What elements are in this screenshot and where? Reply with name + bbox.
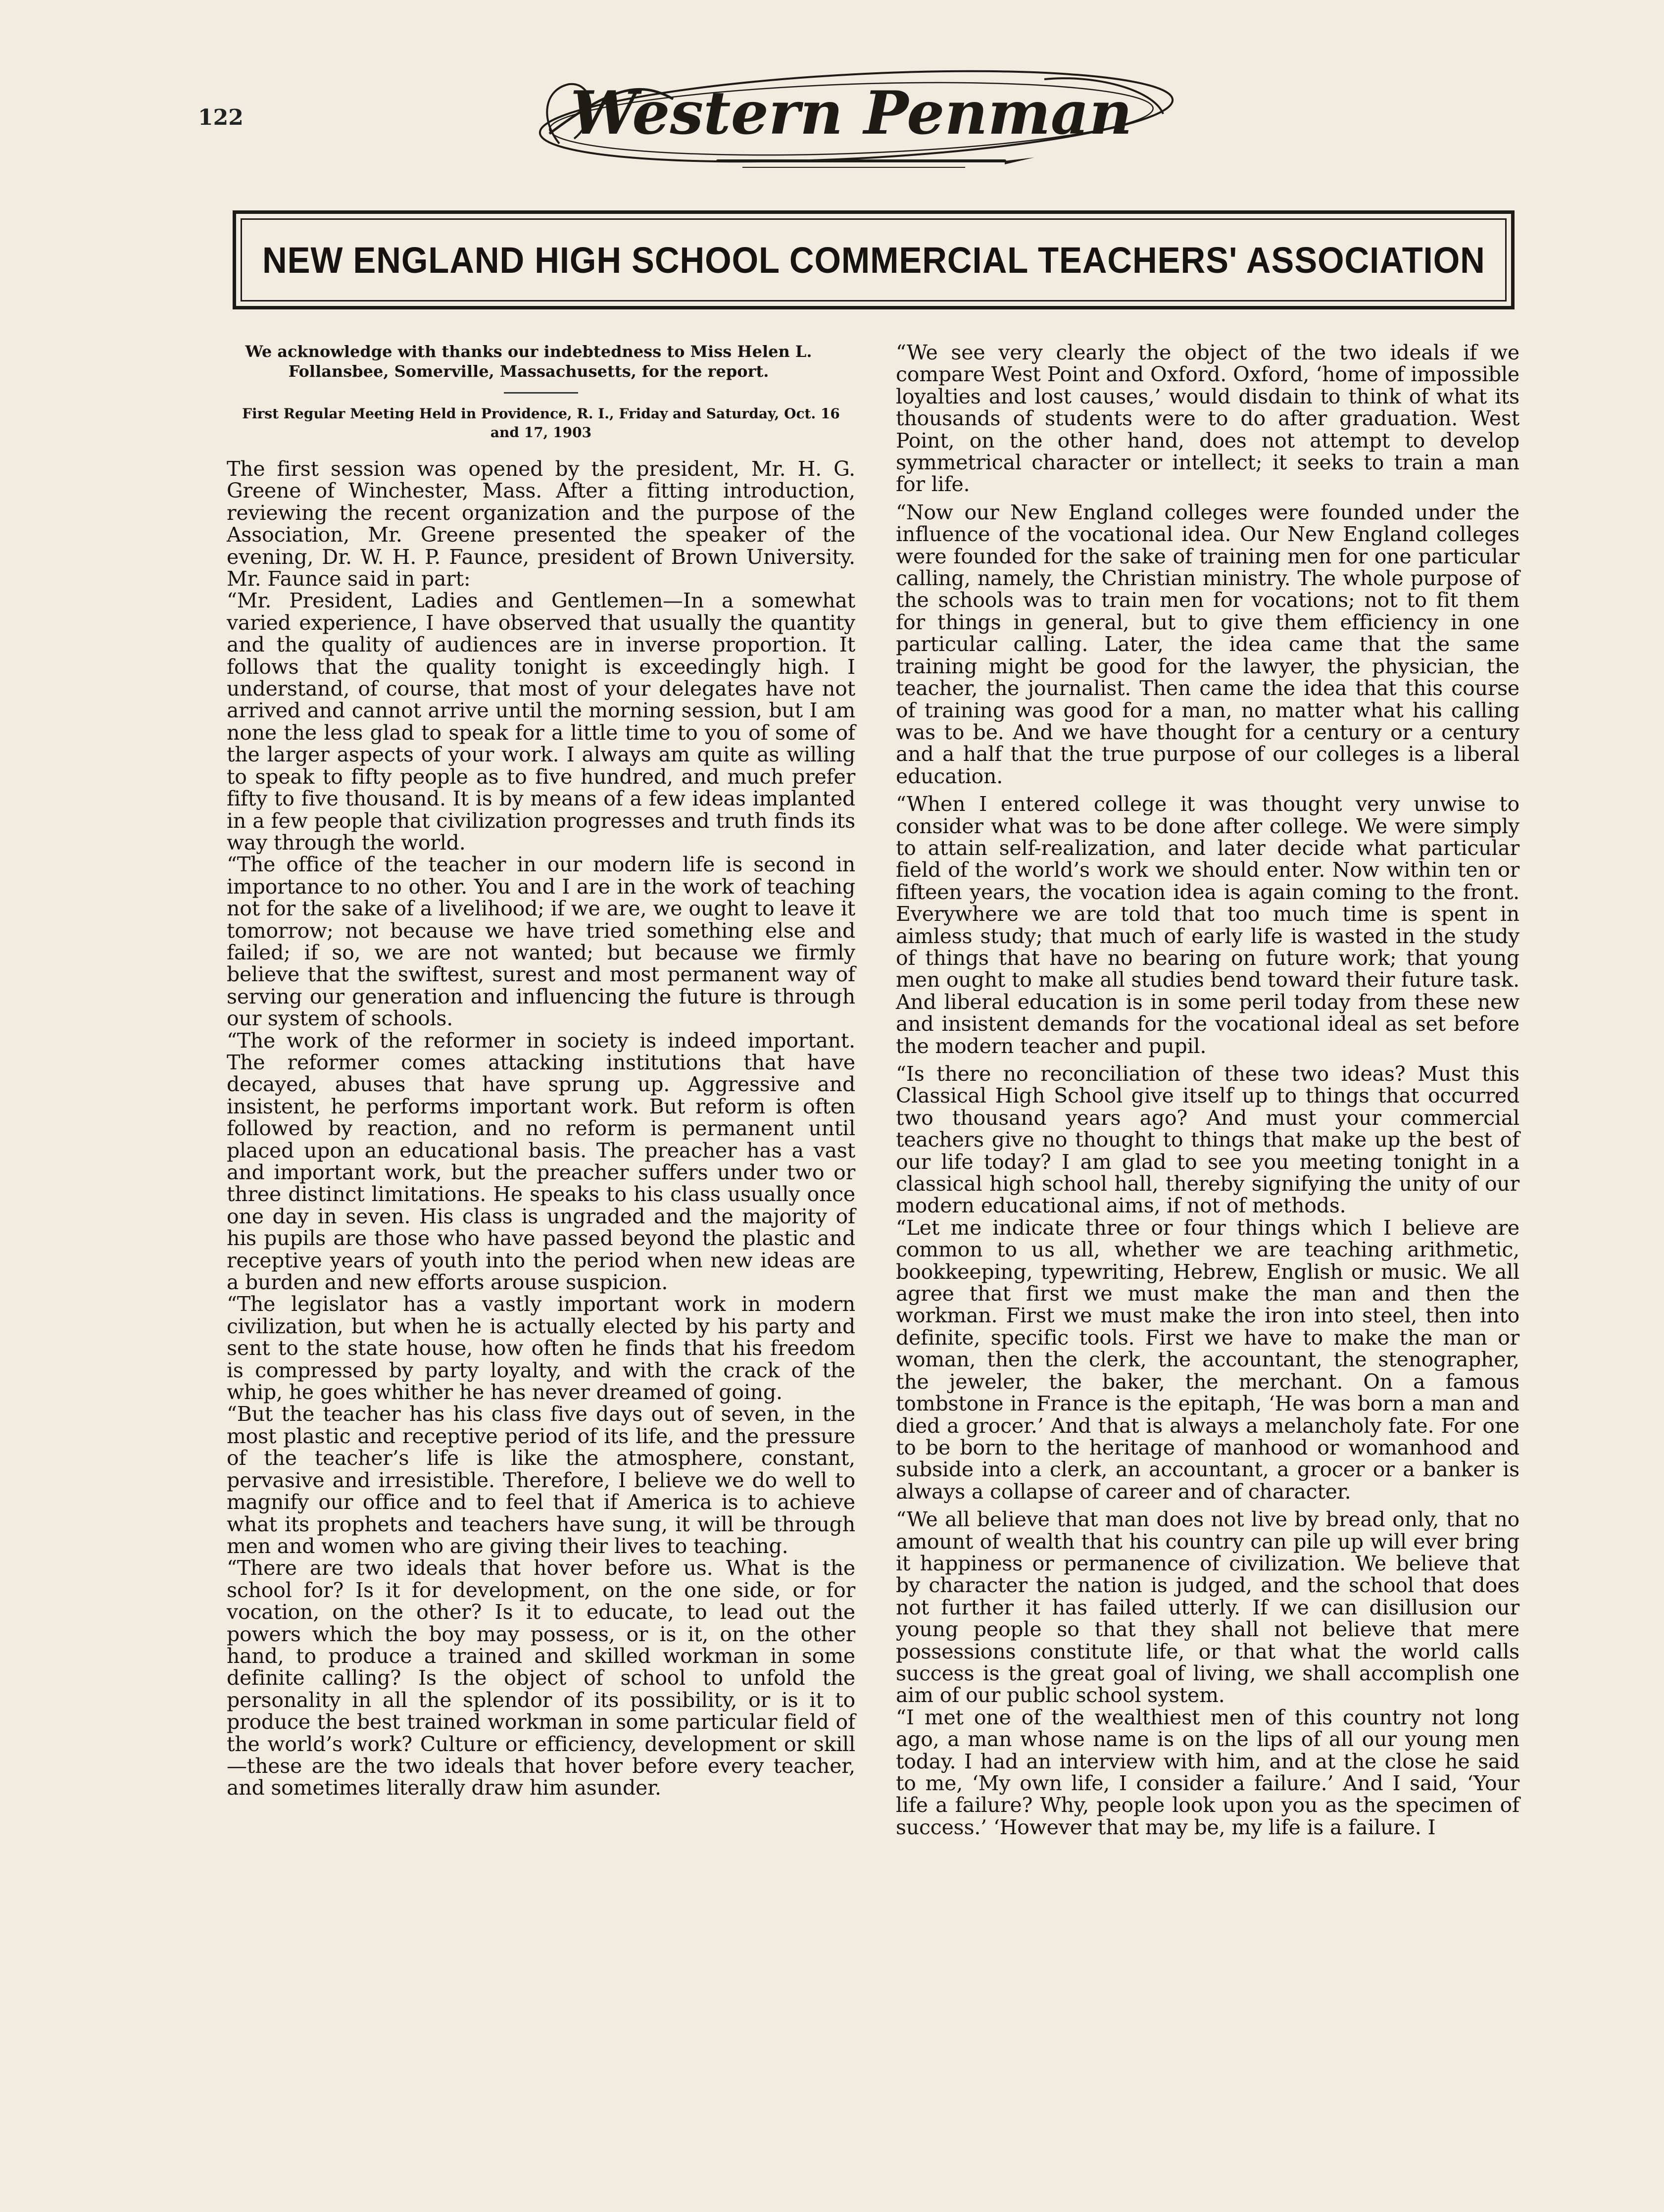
paragraph: “We see very clearly the object of the two ideals if we compare West Point and Oxford. Oxford, ‘home of impossible loyalties and lost causes,’ would disdain to think of what its thousands of students were to do after graduation. West Point, on the other hand, does not attempt to develop symmetrical character or intellect; it seeks to train a man for life. — [896, 341, 1519, 497]
masthead-logo — [510, 59, 1183, 183]
left-column — [227, 342, 855, 1799]
paragraph: “The office of the teacher in our modern life is second in importance to no other. You and I are in the work of teaching not for the sake of a livelihood; if we are, we ought to leave it tomorrow; not because we have tried something else and failed; if so, we are not wanted; but because we firmly believe that the swiftest, surest and most permanent way of serving our generation and influencing the future is through our system of schools. — [227, 853, 855, 1031]
svg-text:Western Penman: Western Penman — [570, 78, 1132, 148]
meeting-heading: First Regular Meeting Held in Providence, R. I., Friday and Saturday, Oct. 16 and 17, 1903 — [242, 405, 840, 441]
paragraph: “Let me indicate three or four things which I believe are common to us all, whether we are teaching arithmetic, bookkeeping, typewriting, Hebrew, English or music. We all agree that first we must make the man and then the workman. First we must make the iron into steel, then into definite, specific tools. First we have to make the man or woman, then the clerk, the accountant, the stenographer, the jeweler, the baker, the merchant. On a famous tombstone in France is the epitaph, ‘He was born a man and died a grocer.’ And that is always a melancholy fate. For one to be born to the heritage of manhood or womanhood and subside into a clerk, an accountant, a grocer or a banker is always a collapse of career and of character. — [896, 1215, 1519, 1504]
title-box — [233, 210, 1515, 309]
paragraph: The first session was opened by the president, Mr. H. G. Greene of Winchester, Mass. After a fitting introduction, reviewing the recent organization and the purpose of the Association, Mr. Greene presented the speaker of the evening, Dr. W. H. P. Faunce, president of Brown University. Mr. Faunce said in part: — [227, 457, 855, 591]
paragraph: “We all believe that man does not live by bread only, that no amount of wealth that his country can pile up will ever bring it happiness or permanence of civilization. We believe that by character the nation is judged, and the school that does not further it has failed utterly. If we can disillusion our young people so that they shall not believe that mere possessions constitute life, or that what the world calls success is the great goal of living, we shall accomplish one aim of our public school system. — [896, 1508, 1519, 1708]
paragraph: “Is there no reconciliation of these two ideas? Must this Classical High School give itself up to things that occurred two thousand years ago? And must your commercial teachers give no thought to things that make up the best of our life today? I am glad to see you meeting tonight in a classical high school hall, thereby signifying the unity of our modern educational aims, if not of methods. — [896, 1062, 1519, 1218]
article-title: NEW ENGLAND HIGH SCHOOL COMMERCIAL TEACHERS' ASSOCIATION — [262, 239, 1485, 281]
paragraph: “Mr. President, Ladies and Gentlemen—In a somewhat varied experience, I have observed that usually the quantity and the quality of audiences are in inverse proportion. It follows that the quality tonight is exceedingly high. I understand, of course, that most of your delegates have not arrived and cannot arrive until the morning session, but I am none the less glad to speak for a little time to you of some of the larger aspects of your work. I always am quite as willing to speak to fifty people as to five hundred, and much prefer fifty to five thousand. It is by means of a few ideas implanted in a few people that civilization progresses and truth finds its way through the world. — [227, 589, 855, 855]
paragraph: “Now our New England colleges were founded under the influence of the vocational idea. Our New England colleges were founded for the sake of training men for one particular calling, namely, the Christian ministry. The whole purpose of the schools was to train men for vocations; not to fit them for things in general, but to give them efficiency in one particular calling. Later, the idea came that the same training might be good for the lawyer, the physician, the teacher, the journalist. Then came the idea that this course of training was good for a man, no matter what his calling was to be. And we have thought for a century or a century and a half that the true purpose of our colleges is a liberal education. — [896, 500, 1519, 788]
paragraph: “The work of the reformer in society is indeed important. The reformer comes attacking institutions that have decayed, abuses that have sprung up. Aggressive and insistent, he performs important work. But reform is often followed by reaction, and no reform is permanent until placed upon an educational basis. The preacher has a vast and important work, but the preacher suffers under two or three distinct limitations. He speaks to his class usually once one day in seven. His class is ungraded and the majority of his pupils are those who have passed beyond the plastic and receptive years of youth into the period when new ideas are a burden and new efforts arouse suspicion. — [227, 1028, 855, 1295]
paragraph: “I met one of the wealthiest men of this country not long ago, a man whose name is on the lips of all our young men today. I had an interview with him, and at the close he said to me, ‘My own life, I consider a failure.’ And I said, ‘Your life a failure? Why, people look upon you as the specimen of success.’ ‘However that may be, my life is a failure. I — [896, 1705, 1519, 1839]
paragraph: “But the teacher has his class five days out of seven, in the most plastic and receptive period of its life, and the pressure of the teacher’s life is like the atmosphere, constant, pervasive and irresistible. Therefore, I believe we do well to magnify our office and to feel that if America is to achieve what its prophets and teachers have sung, it will be through men and women who are giving their lives to teaching. — [227, 1402, 855, 1558]
paragraph: “When I entered college it was thought very unwise to consider what was to be done after college. We were simply to attain self-realization, and later decide what particular field of the world’s work we should enter. Now within ten or fifteen years, the vocation idea is again coming to the front. Everywhere we are told that too much time is spent in aimless study; that much of early life is wasted in the study of things that have no bearing on future work; that young men ought to make all studies bend toward their future task. And liberal education is in some peril today from these new and insistent demands for the vocational ideal as set before the modern teacher and pupil. — [896, 792, 1519, 1058]
divider-rule — [504, 392, 578, 394]
paragraph: “There are two ideals that hover before us. What is the school for? Is it for development, on the one side, or for vocation, on the other? Is it to educate, to lead out the powers which the boy may possess, or is it, on the other hand, to produce a trained and skilled workman in some definite calling? Is the object of school to unfold the personality in all the splendor of its possibility, or is it to produce the best trained workman in some particular field of the world’s work? Culture or efficiency, development or skill—these are the two ideals that hover before every teacher, and sometimes literally draw him asunder. — [227, 1556, 855, 1800]
paragraph: “The legislator has a vastly important work in modern civilization, but when he is actually elected by his party and sent to the state house, how often he finds that his freedom is compressed by party loyalty, and with the crack of the whip, he goes whither he has never dreamed of going. — [227, 1292, 855, 1405]
page-number: 122 — [198, 105, 244, 130]
acknowledgment: We acknowledge with thanks our indebtedness to Miss Helen L. Follansbee, Somerville, Massachusetts, for the report. — [245, 342, 812, 381]
right-column — [896, 342, 1519, 1838]
